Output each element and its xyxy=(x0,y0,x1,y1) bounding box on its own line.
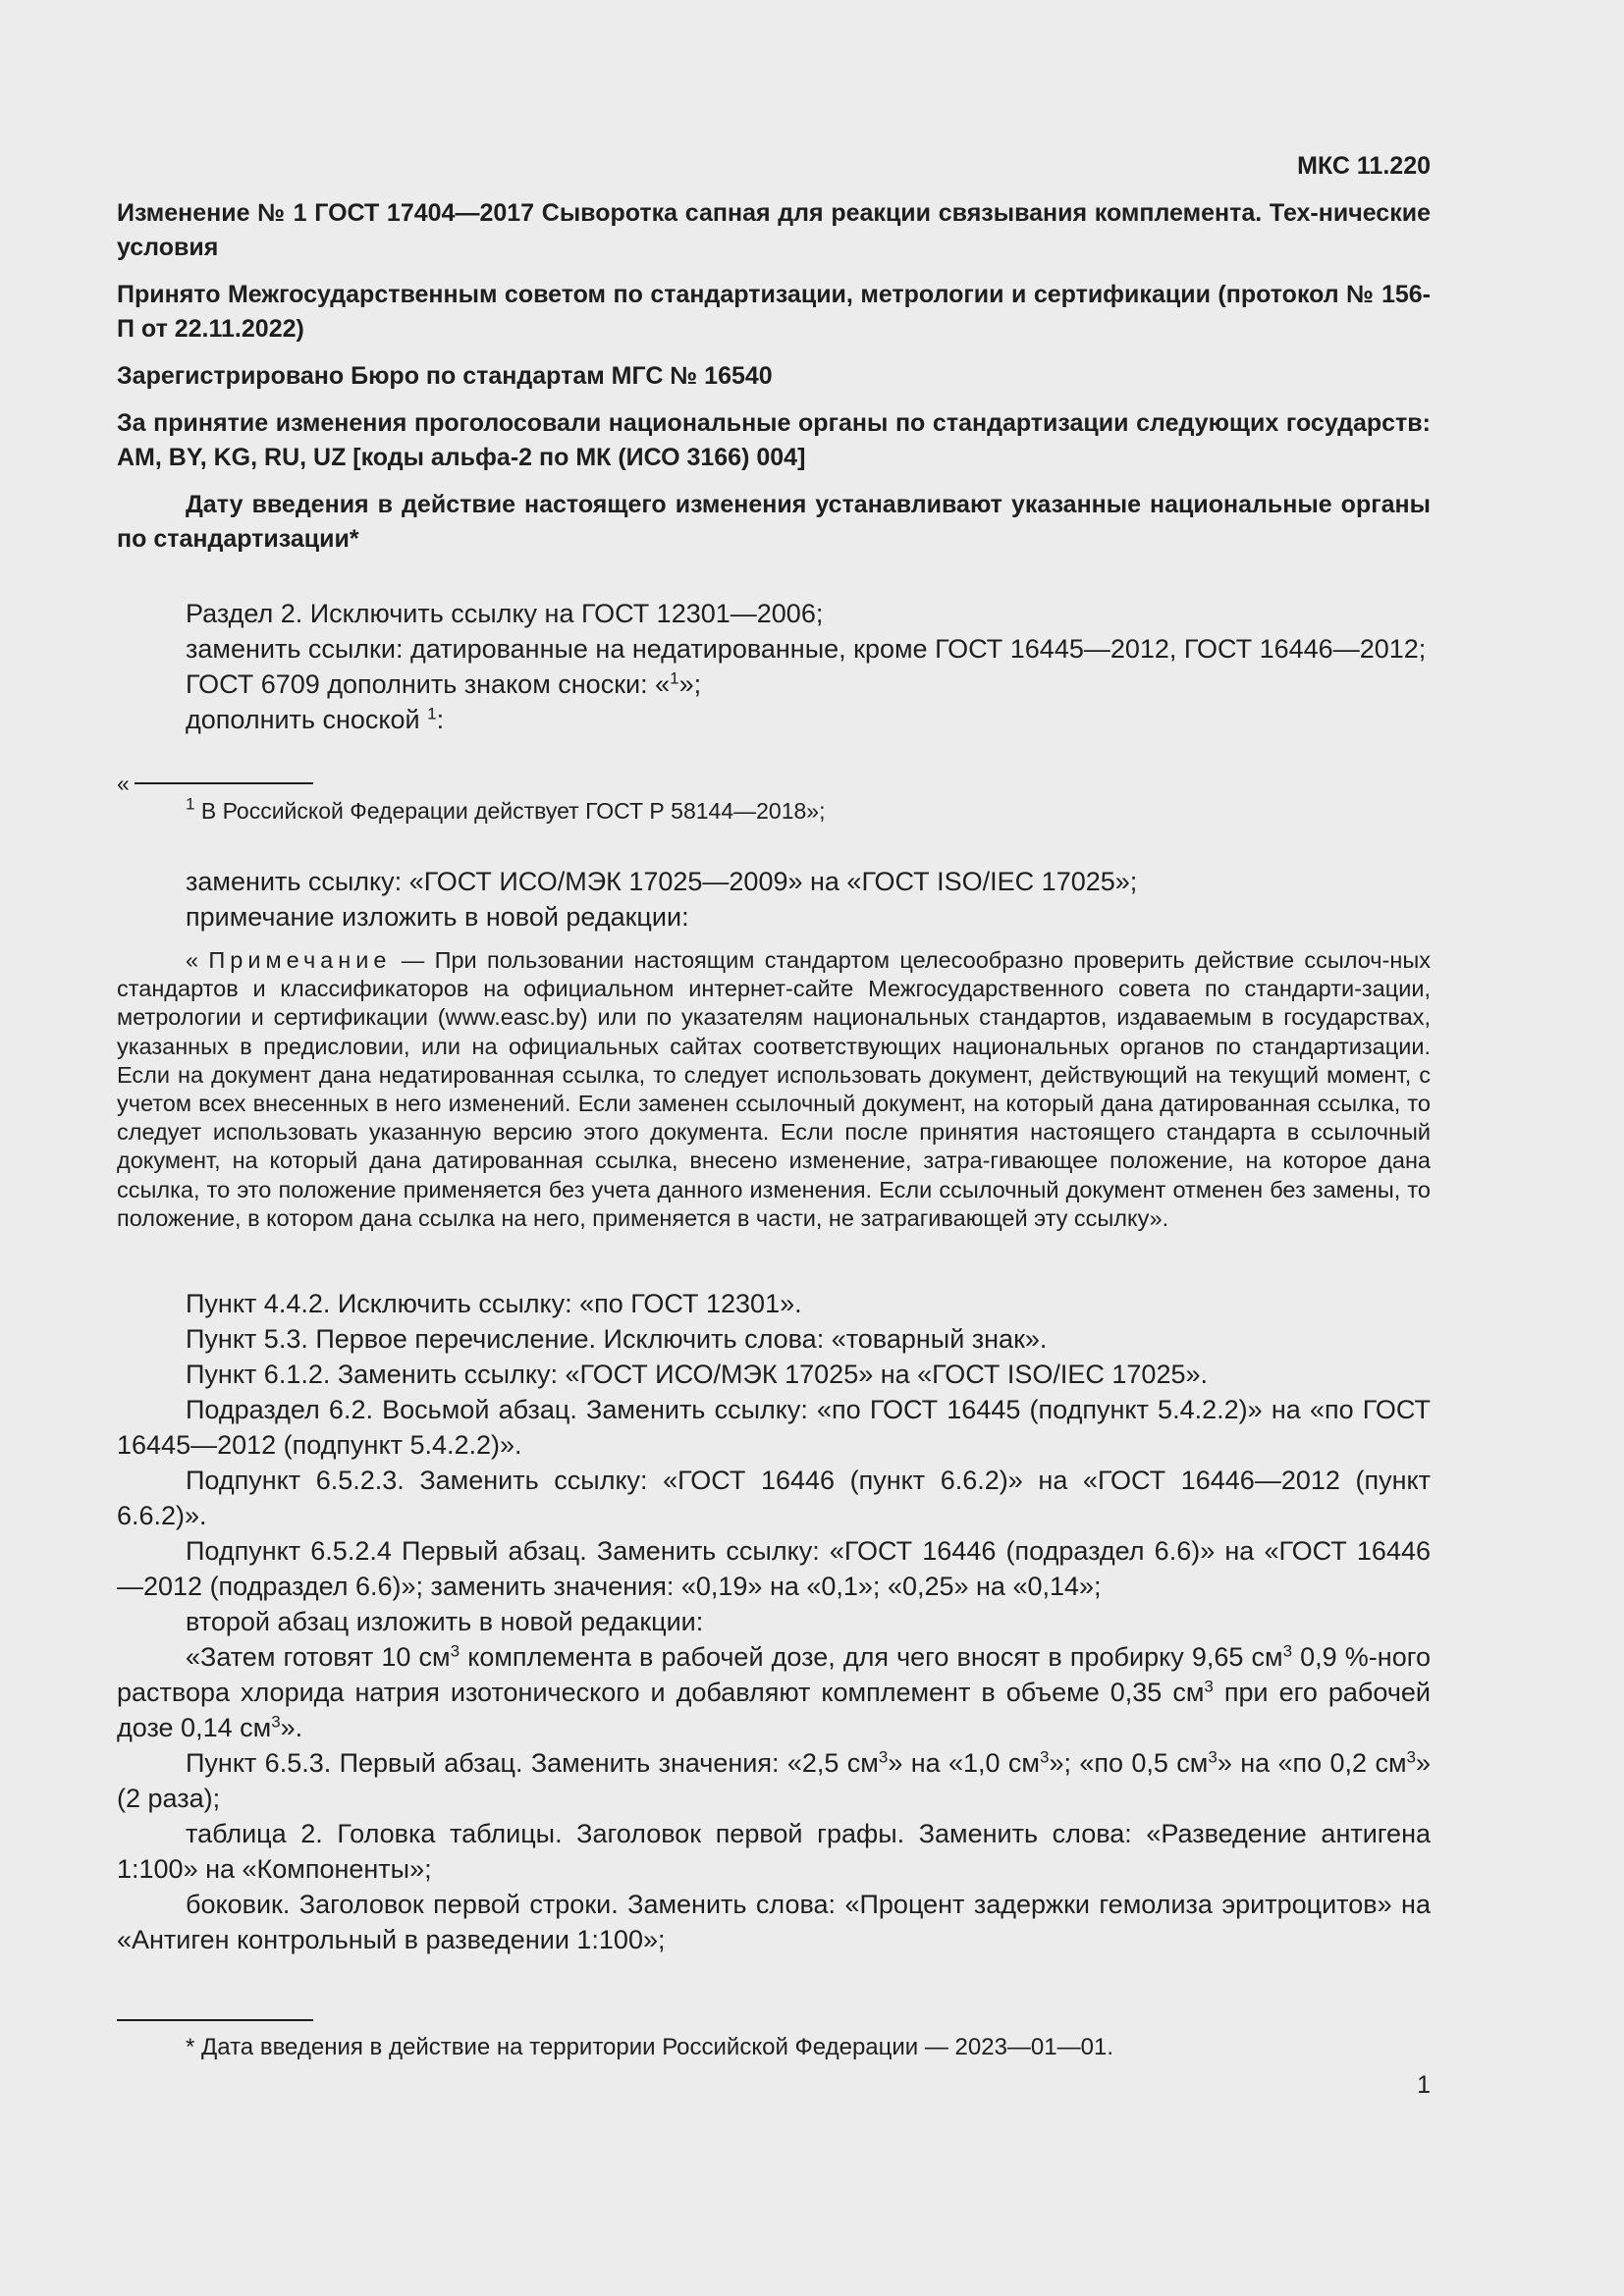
superscript: 3 xyxy=(1204,1677,1214,1696)
section-2b-line: заменить ссылку: «ГОСТ ИСО/МЭК 17025—2009» на «ГОСТ ISO/IEC 17025»; xyxy=(186,867,1138,896)
footnote-superscript: 1 xyxy=(670,668,679,688)
section-2-line xyxy=(117,702,1431,737)
text-fragment: ГОСТ 6709 дополнить знаком сноски: « xyxy=(186,669,671,699)
section-2-changes xyxy=(117,596,1431,737)
amendment-item: Пункт 5.3. Первое перечисление. Исключить слова: «товарный знак». xyxy=(186,1324,1048,1354)
voting-countries: За принятие изменения проголосовали национальные органы по стандартизации следующих государств: AM, BY, KG, RU, UZ [коды альфа-2 по МК (ИСО 3166) 004] xyxy=(117,409,1431,471)
mks-code: МКС 11.220 xyxy=(1297,152,1431,180)
text-fragment: ». xyxy=(280,1713,303,1742)
footnote-number: 1 xyxy=(186,794,195,814)
note-paragraph xyxy=(117,946,1431,1233)
registration: Зарегистрировано Бюро по стандартам МГС № 16540 xyxy=(117,362,773,390)
section-2b-line: примечание изложить в новой редакции: xyxy=(186,902,689,932)
effective-date-footnote: * Дата введения в действие на территории Российской Федерации — 2023—01—01. xyxy=(186,2034,1113,2060)
superscript: 3 xyxy=(1282,1641,1293,1661)
amendment-item: Подраздел 6.2. Восьмой абзац. Заменить ссылку: «по ГОСТ 16445 (подпункт 5.4.2.2)» на «по ГОСТ 16445—2012 (подпункт 5.4.2.2)». xyxy=(117,1395,1431,1460)
section-2-continued xyxy=(117,864,1431,934)
superscript: 3 xyxy=(271,1712,281,1732)
text-fragment: » (2 раза); xyxy=(117,1748,1432,1813)
note-text: — При пользовании настоящим стандартом целесообразно проверить действие ссылоч-ных стандартов и классификаторов на официальном интернет-сайте Межгосударственного совета по стандарти-зации, метрологии и сертификации (www.easc.by) или по указателям национальных стандартов, издаваемым в государствах, указанных в предисловии, или на официальных сайтах соответствующих национальных органов по стандартизации. Если на документ дана недатированная ссылка, то следует использовать документ, действующий на текущий момент, с учетом всех внесенных в него изменений. Если заменен ссылочный документ, на который дана датированная ссылка, то следует использовать указанную версию этого документа. Если после принятия настоящего стандарта в ссылочный документ, на который дана датированная ссылка, внесено изменение, затра-гивающее положение, на которое дана ссылка, то это положение применяется без учета данного изменения. Если ссылочный документ отменен без замены, то положение, в котором дана ссылка на него, применяется в части, не затрагивающей эту ссылку». xyxy=(117,947,1431,1231)
amendment-item: Подпункт 6.5.2.4 Первый абзац. Заменить ссылку: «ГОСТ 16446 (подраздел 6.6)» на «ГОСТ 16446 —2012 (подраздел 6.6)»; заменить значения: «0,19» на «0,1»; «0,25» на «0,14»; xyxy=(117,1536,1431,1601)
superscript: 3 xyxy=(1208,1747,1218,1767)
section-2-line: Раздел 2. Исключить ссылку на ГОСТ 12301—2006; xyxy=(186,599,824,628)
text-fragment: »; «по 0,5 см xyxy=(1049,1748,1209,1778)
amendment-item: таблица 2. Головка таблицы. Заголовок первой графы. Заменить слова: «Разведение антигена 1:100» на «Компоненты»; xyxy=(117,1819,1431,1884)
amendment-item: Пункт 4.4.2. Исключить ссылку: «по ГОСТ 12301». xyxy=(186,1289,802,1318)
text-fragment: «Затем готовят 10 см xyxy=(186,1642,451,1672)
superscript: 3 xyxy=(878,1747,889,1767)
footnote-open-quote: « xyxy=(117,771,130,796)
amendment-title: Изменение № 1 ГОСТ 17404—2017 Сыворотка сапная для реакции связывания комплемента. Тех-нические условия xyxy=(117,199,1431,261)
section-2-line xyxy=(117,667,1431,702)
text-fragment: дополнить сноской xyxy=(186,705,428,734)
text-fragment: : xyxy=(436,705,445,734)
text-fragment: » на «1,0 см xyxy=(888,1748,1040,1778)
adopted-by: Принято Межгосударственным советом по стандартизации, метрологии и сертификации (протокол № 156-П от 22.11.2022) xyxy=(117,281,1431,343)
text-fragment: при его рабочей дозе 0,14 см xyxy=(117,1678,1431,1742)
footnote-1 xyxy=(186,796,1423,826)
note-label: Примечание xyxy=(208,947,392,973)
text-fragment: Пункт 6.5.3. Первый абзац. Заменить значения: «2,5 см xyxy=(186,1748,879,1778)
text-fragment: 0,9 %-ного раствора хлорида натрия изотонического и добавляют комплемент в объеме 0,35 см xyxy=(117,1642,1431,1707)
amendment-item xyxy=(117,1639,1431,1745)
text-fragment: комплемента в рабочей дозе, для чего вносят в пробирку 9,65 см xyxy=(460,1642,1283,1672)
amendment-item: боковик. Заголовок первой строки. Заменить слова: «Процент задержки гемолиза эритроцитов» на «Антиген контрольный в разведении 1:100»; xyxy=(117,1890,1431,1954)
text-fragment: » на «по 0,2 см xyxy=(1217,1748,1407,1778)
page-number: 1 xyxy=(1417,2071,1431,2099)
footnote-text: В Российской Федерации действует ГОСТ Р 58144—2018»; xyxy=(194,798,826,824)
amendment-item xyxy=(117,1745,1431,1816)
superscript: 3 xyxy=(450,1641,460,1661)
text-fragment: »; xyxy=(678,669,702,699)
amendment-item: второй абзац изложить в новой редакции: xyxy=(186,1607,704,1636)
note-prefix: « xyxy=(186,947,209,973)
amendments-list xyxy=(117,1286,1431,1957)
section-2-line: заменить ссылки: датированные на недатированные, кроме ГОСТ 16445—2012, ГОСТ 16446—2012; xyxy=(186,634,1427,664)
footnote-superscript: 1 xyxy=(427,704,437,723)
superscript: 3 xyxy=(1406,1747,1416,1767)
footer-divider xyxy=(117,2019,313,2021)
footnote-divider xyxy=(135,782,313,784)
amendment-item: Пункт 6.1.2. Заменить ссылку: «ГОСТ ИСО/МЭК 17025» на «ГОСТ ISO/IEC 17025». xyxy=(186,1360,1208,1389)
amendment-item: Подпункт 6.5.2.3. Заменить ссылку: «ГОСТ 16446 (пункт 6.6.2)» на «ГОСТ 16446—2012 (пункт 6.6.2)». xyxy=(117,1466,1431,1530)
superscript: 3 xyxy=(1040,1747,1050,1767)
effective-date-note: Дату введения в действие настоящего изменения устанавливают указанные национальные органы по стандартизации* xyxy=(117,491,1431,553)
